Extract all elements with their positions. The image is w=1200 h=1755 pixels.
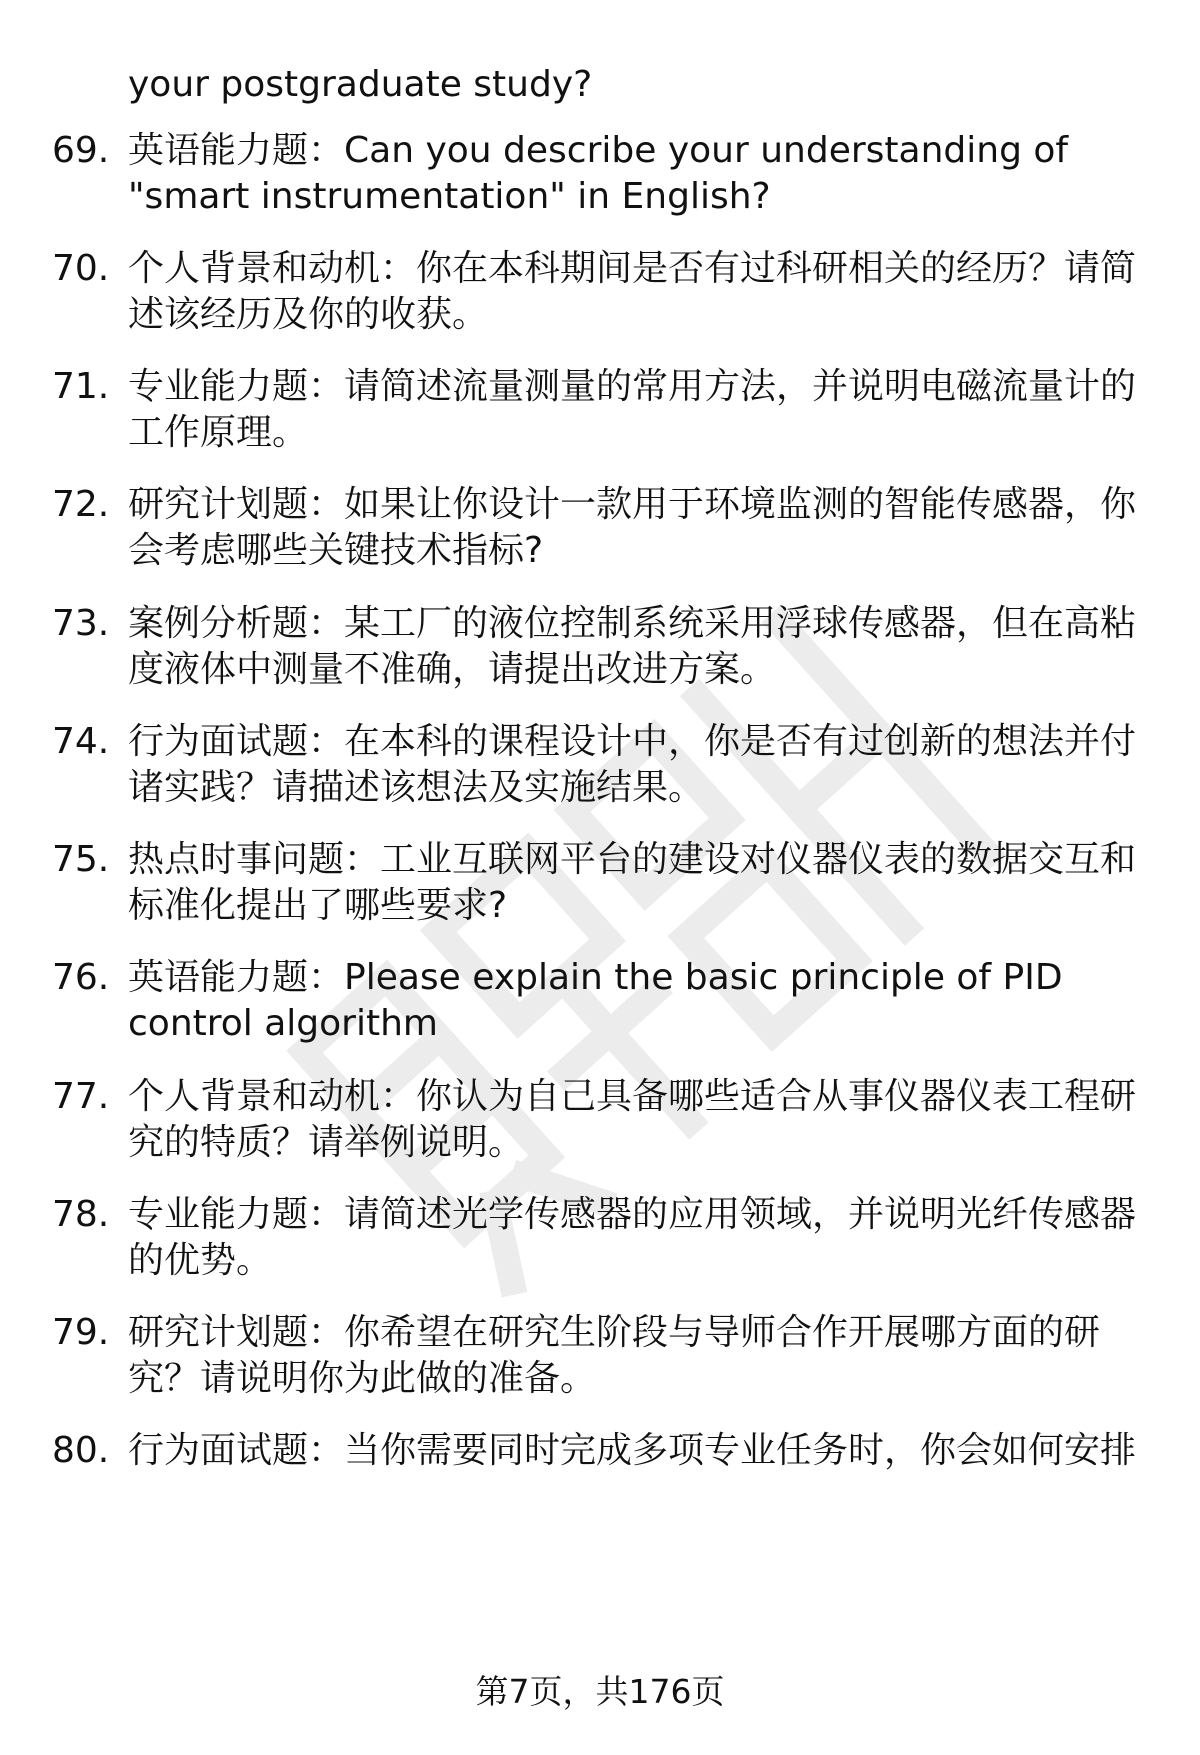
question-line: 行为面试题：当你需要同时完成多项专业任务时，你会如何安排 [128,1430,1137,1471]
question-number: 78. [52,1194,110,1235]
question-line: 研究计划题：你希望在研究生阶段与导师合作开展哪方面的研 [128,1312,1101,1353]
question-number: 70. [52,248,110,289]
question-line: 标准化提出了哪些要求? [128,885,508,926]
question-number: 76. [52,957,110,998]
continuation-text: your postgraduate study? [128,64,593,105]
question-line: 的优势。 [128,1240,273,1281]
question-line: control algorithm [128,1003,438,1044]
question-number: 74. [52,721,110,762]
question-line: 专业能力题：请简述光学传感器的应用领域，并说明光纤传感器 [128,1194,1137,1235]
question-text [128,1074,1138,1166]
question-number: 75. [52,839,110,880]
question-number: 69. [52,130,110,171]
question-text [128,1310,1138,1402]
question-number: 73. [52,603,110,644]
question-text [128,128,1138,220]
question-line: 度液体中测量不准确，请提出改进方案。 [128,649,777,690]
question-line: 究的特质？请举例说明。 [128,1122,525,1163]
question-line: "smart instrumentation" in English? [128,176,771,217]
question-text [128,364,1138,456]
question-number: 79. [52,1312,110,1353]
question-text [128,837,1138,929]
question-text [128,955,1138,1047]
question-line: 诸实践？请描述该想法及实施结果。 [128,767,705,808]
question-text [128,1428,1138,1474]
question-line: 究？请说明你为此做的准备。 [128,1358,597,1399]
question-text [128,1192,1138,1284]
question-number: 80. [52,1430,110,1471]
question-line: 案例分析题：某工厂的液位控制系统采用浮球传感器，但在高粘 [128,603,1137,644]
question-line: 研究计划题：如果让你设计一款用于环境监测的智能传感器，你 [128,484,1137,525]
question-number: 72. [52,484,110,525]
question-line: 英语能力题：Can you describe your understanding of [128,130,1069,171]
page-footer: 第7页，共176页 [475,1672,725,1711]
question-line: 行为面试题：在本科的课程设计中，你是否有过创新的想法并付 [128,721,1137,762]
question-line: 工作原理。 [128,412,309,453]
question-number: 77. [52,1076,110,1117]
question-line: 英语能力题：Please explain the basic principle of PID [128,957,1063,998]
question-line: 述该经历及你的收获。 [128,294,489,335]
question-text [128,601,1138,693]
question-line: 会考虑哪些关键技术指标? [128,530,544,571]
question-line: 专业能力题：请简述流量测量的常用方法，并说明电磁流量计的 [128,366,1137,407]
question-line: 个人背景和动机：你在本科期间是否有过科研相关的经历？请简 [128,248,1137,289]
question-line: 热点时事问题：工业互联网平台的建设对仪器仪表的数据交互和 [128,839,1137,880]
question-number: 71. [52,366,110,407]
question-line: 个人背景和动机：你认为自己具备哪些适合从事仪器仪表工程研 [128,1076,1137,1117]
question-text [128,719,1138,811]
question-text [128,482,1138,574]
question-text [128,246,1138,338]
